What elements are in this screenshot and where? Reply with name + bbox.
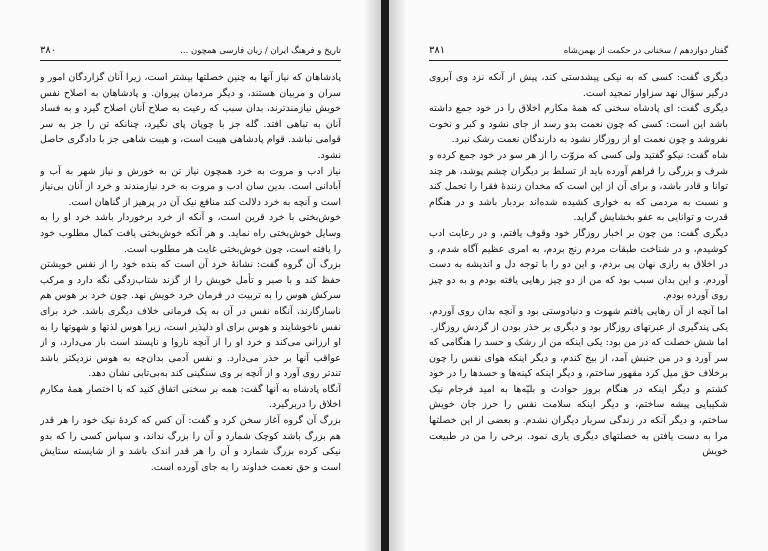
right-page-number: ۳۸۱ [429,45,446,56]
right-page-header [429,44,728,61]
paragraph: نیاز ادب و مروت به خرد همچون نیاز تن به خورش و نیاز شهر به آب و آبادانی است. بدین سان ادب و مروت به خرد نیازمندند و خرد از آنان بی‌نیاز است و آنچه به خرد دلالت کند منافع نیک آن در پرهیز از گناهان است. [40,165,341,208]
right-running-title: گفتار دوازدهم / سخنانی در حکمت از بهمن‌شاه [563,46,728,56]
paragraph: خوش‌بختی با خرد قرین است، و آنکه از خرد برخوردار باشد خرد او را به وسایل خوش‌بختی راه نماید. و هر آنکه خوش‌بختی یافت کمال مطلوب خود را یافته است، چون خوش‌بختی غایت هر مطلوب است. [40,212,341,255]
paragraph: اما آنچه از آن رهایی یافتم شهوت و دنیادوستی بود و آنچه بدان روی آوردم، یکی پندگیری از عبرتهای روزگار بود و دیگری بر حذر بودن از گردش روزگار. [429,305,728,333]
book-gutter [381,0,389,551]
paragraph: بزرگ آن گروه گفت: نشانهٔ خرد آن است که بنده خود را از نفس خویشتن حفظ کند و با صبر و تأمل خویش را از گزند شتاب‌زدگی نگه دارد و مرکب سرکش هوس را به تربیت در فرمان خرد خویش نهد. چون خرد بر هوس هم ناسازگارند، آنگاه نفس در آن به یک فرمانی خلاف دیگری باشد. خرد برای نفس ناخوشایند و هوس برای او دلپذیر است، زیرا هوس لذتها و شهوتها را به او ارزانی می‌کند و خرد او را از آنچه ناروا و ناپسند است باز می‌دارد، و از عواقب آنها بر حذر می‌دارد. و نفس آدمی بدان‌چه به هوس نزدیکتر باشد تندتر روی آورد و از آنچه بر وی سنگینی کند به‌بی‌تابی نشان دهد. [40,259,341,380]
page-fold-shadow [363,0,381,551]
left-running-title: تاریخ و فرهنگ ایران / زبان فارسی همچون ... [180,46,341,56]
paragraph: دیگری گفت: ای پادشاه سخنی که همهٔ مکارم اخلاق را در خود جمع داشته باشد این است: کسی که چون نعمت بدو رسد از جای نشود و کبر و نخوت نفروشد و چون نعمت او از روزگار نشود به دارندگان نعمت رشک نبرد. [429,103,728,146]
paragraph: شاه گفت: نیکو گفتید ولی کسی که مروّت را از هر سو در خود جمع کرده و شرف و بزرگی را فراهم آورده باید از تسلط بر دیگران چشم پوشد، هر چند توانا و قادر باشد، و برای آن از این است که مخدان زنندهٔ فقرا را تحمل کند و نسبت به مردمی که به خواری کشیده شده‌اند بردبار باشد و در هنگام قدرت و توانایی به عفو بخشایش گراید. [429,149,728,224]
paragraph: دیگری گفت: من چون بر اخبار روزگار خود وقوف یافتم، و در رعایت ادب کوشیدم، و در شناخت طبقات مردم رنج بردم، به امری عظیم آگاه شدم، و در اخلاق به رازی نهان پی بردم، و این دو را با توجه دل و اندیشه به دست آوردم. و این بدان سبب بود که من از دو چیز رهایی یافته بودم و به دو چیز روی آورده بودم. [429,227,728,302]
paragraph: دیگری گفت: کسی که به نیکی پیشدستی کند، پیش از آنکه نزد وی آبروی درگیر سؤال نهد سزاوار تمجید است. [429,72,728,99]
left-page-body [40,70,341,521]
paragraph: اما شش خصلت که در من بود: یکی اینکه من از رشک و حسد را هنگامی که سر آورد و در من جنبش آمد، از بیخ کندم، و دیگر اینکه هوای نفس را چون برخلاف حق میل کرد مقهور ساختم، و دیگر اینکه کینه‌ها و حسدها را در خود کشتم و دیگر اینکه در هنگام بروز حوادث و بلیّه‌ها به امید فرجام نیک شکیبایی پیشه ساختم، و دیگر اینکه سلامت نفس را حرز جان خویش ساختم، و دیگر آنکه در زندگی سربار دیگران نشدم. و بعضی از این خصلتها مرا به دست یافتن به خصلتهای دیگری یاری نمود. برخی را من در طبیعت خویش [429,337,728,458]
right-page-body [429,70,728,521]
paragraph: پادشاهان که نیاز آنها به چنین خصلتها بیشتر است، زیرا آنان گزاردگان امور و سران و مربیان هستند، و دیگر مردمان پیروان. و پادشاهان به اصلاح نفس خویش نیازمندترند، بدان سبب که رعیت به صلاح آنان اصلاح گیرد و به فساد آنان به تباهی افتد. گله جز با چوپان پای نگیرد، چنانکه تن را جز به سر قوامی نباشد. قوام پادشاهی هیبت است، و هیبت شاهی جز با دادگری حاصل نشود. [40,72,341,161]
page-fold-shadow [389,0,407,551]
left-page [0,0,381,551]
paragraph: آنگاه پادشاه به آنها گفت: همه بر سخنی اتفاق کنید که با اختصار همهٔ مکارم اخلاق را دربرگیرد. [40,383,341,411]
left-page-number: ۳۸۰ [40,45,57,56]
left-page-header [40,44,341,61]
paragraph: بزرگ آن گروه آغاز سخن کرد و گفت: آن کس که کردهٔ نیک خود را هر قدر هم بزرگ باشد کوچک شمارد و آن را بزرگ نداند، و سپاس کسی را که بدو نیکی کرده بزرگ شمارد و آن را هر قدر اندک باشد و از شایسته ستایش است و حق نعمت خداوند را به جای آورده است. [40,415,341,473]
right-page [389,0,768,551]
